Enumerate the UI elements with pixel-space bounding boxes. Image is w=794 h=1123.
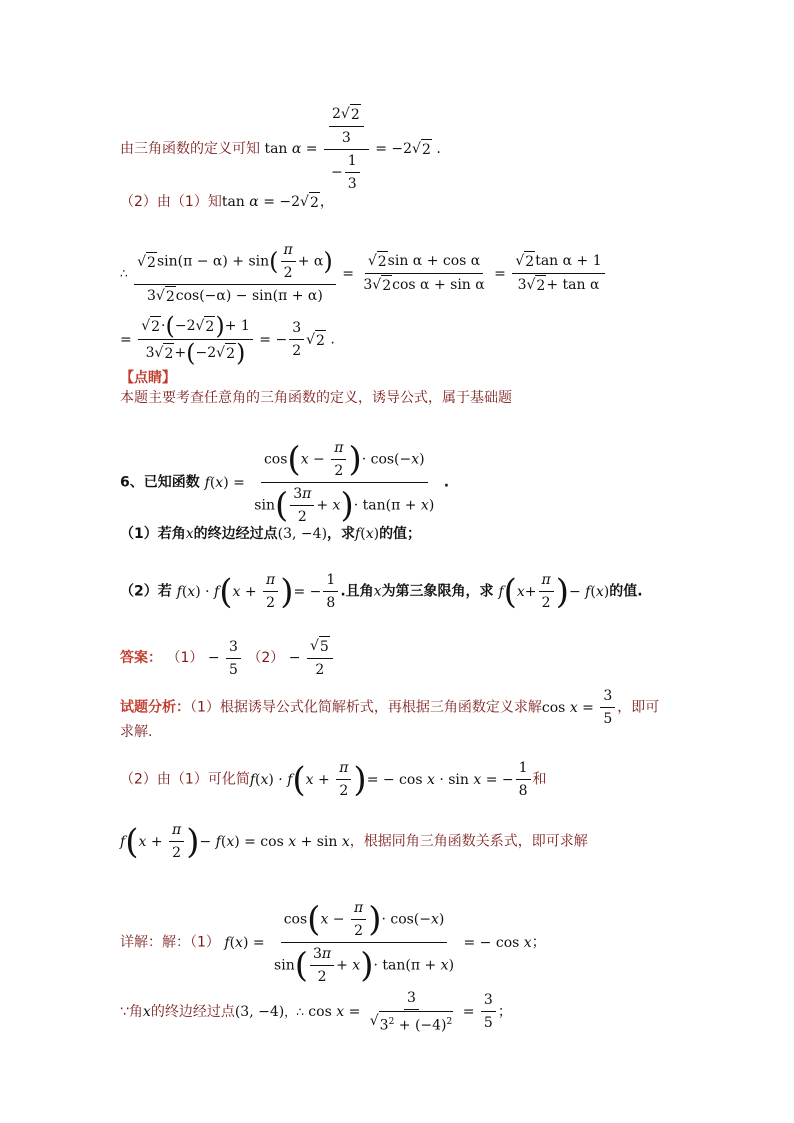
dianjing-text: 本题主要考查任意角的三角函数的定义，诱导公式，属于基础题	[120, 390, 512, 406]
line-4: = √ 2 ·(−2 √ 2 )+ 1 3 √ 2 +(−2 √ 2 ) = − $\frac{3}{2}$ √ 2 .	[120, 312, 335, 367]
detail: 详解：解：（1） f(x) = cos(x − $\frac{\pi}{2}$ )· cos(−x) sin( $\frac{3\pi}{2}$ + x)· tan(π + x) = − cos x；	[120, 899, 546, 986]
analysis-2: 求解.	[120, 724, 153, 740]
last-line: ∵角x的终边经过点(3, −4)，∴ cos x = 3 √ $3^2 + (-4)^2$ = $\frac{3}{5}$ ；	[120, 990, 512, 1034]
line-1: 由三角函数的定义可知 tan α = 2 √ 2 3 − $\frac{1}{3}$ = −2 √ 2 .	[120, 106, 441, 192]
formula: tan α = −2 √ 2	[221, 194, 319, 211]
analysis-4: f(x + $\frac{\pi}{2}$ )− f(x) = cos x + sin x，根据同角三角函数关系式，即可求解	[120, 821, 588, 862]
analysis-1: 试题分析：（1）根据诱导公式化简解析式，再根据三角函数定义求解cos x = $\frac{3}{5}$ ，即可	[120, 688, 660, 727]
analysis-3: （2）由（1）可化简f(x) · f(x + $\frac{\pi}{2}$ )= − cos x · sin x = − $\frac{1}{8}$ 和	[120, 759, 547, 800]
question-6-part-1: （1）若角x的终边经过点(3, −4)，求f(x)的值；	[120, 526, 422, 542]
line-3: ∴ √ 2 sin(π − α) + sin( $\frac{\pi}{2}$ + α) 3 √ 2 cos(−α) − sin(π + α) = √ 2 sin α + cos α 3 √ 2 cos α + sin α = √ 2 tan α + 1 3 √ 2 + tan α	[120, 240, 607, 307]
formula: tan α = 2 √ 2 3 − $\frac{1}{3}$ = −2 √ 2	[264, 106, 431, 192]
text: 由三角函数的定义可知	[120, 141, 260, 157]
formula: = √ 2 ·(−2 √ 2 )+ 1 3 √ 2 +(−2 √ 2 ) = − $\frac{3}{2}$ √ 2	[120, 312, 325, 367]
question-6: 6、已知函数 f(x) = cos(x − $\frac{\pi}{2}$ )· cos(−x) sin( $\frac{3\pi}{2}$ + x)· tan(π + x) .	[120, 439, 450, 526]
line-2: （2）由（1）知tan α = −2 √ 2 ，	[120, 194, 334, 211]
answer: 答案： （1） − $\frac{3}{5}$ （2） − √ 5 2	[120, 636, 335, 680]
formula: f(x) = cos(x − $\frac{\pi}{2}$ )· cos(−x) sin( $\frac{3\pi}{2}$ + x)· tan(π + x)	[204, 439, 435, 526]
dianjing-label: 【点睛】	[120, 370, 176, 386]
question-6-part-2: （2）若 f(x) · f(x + $\frac{\pi}{2}$ )= − $\frac{1}{8}$ .且角x为第三象限角，求 f(x+ $\frac{\pi}{2}$ )− f(x)的值.	[120, 571, 643, 612]
formula: √ 2 sin(π − α) + sin( $\frac{\pi}{2}$ + α) 3 √ 2 cos(−α) − sin(π + α) = √ 2 sin α + cos α 3 √ 2 cos α + sin α = √ 2 tan α + 1 3 √ 2 + tan α	[132, 266, 607, 282]
